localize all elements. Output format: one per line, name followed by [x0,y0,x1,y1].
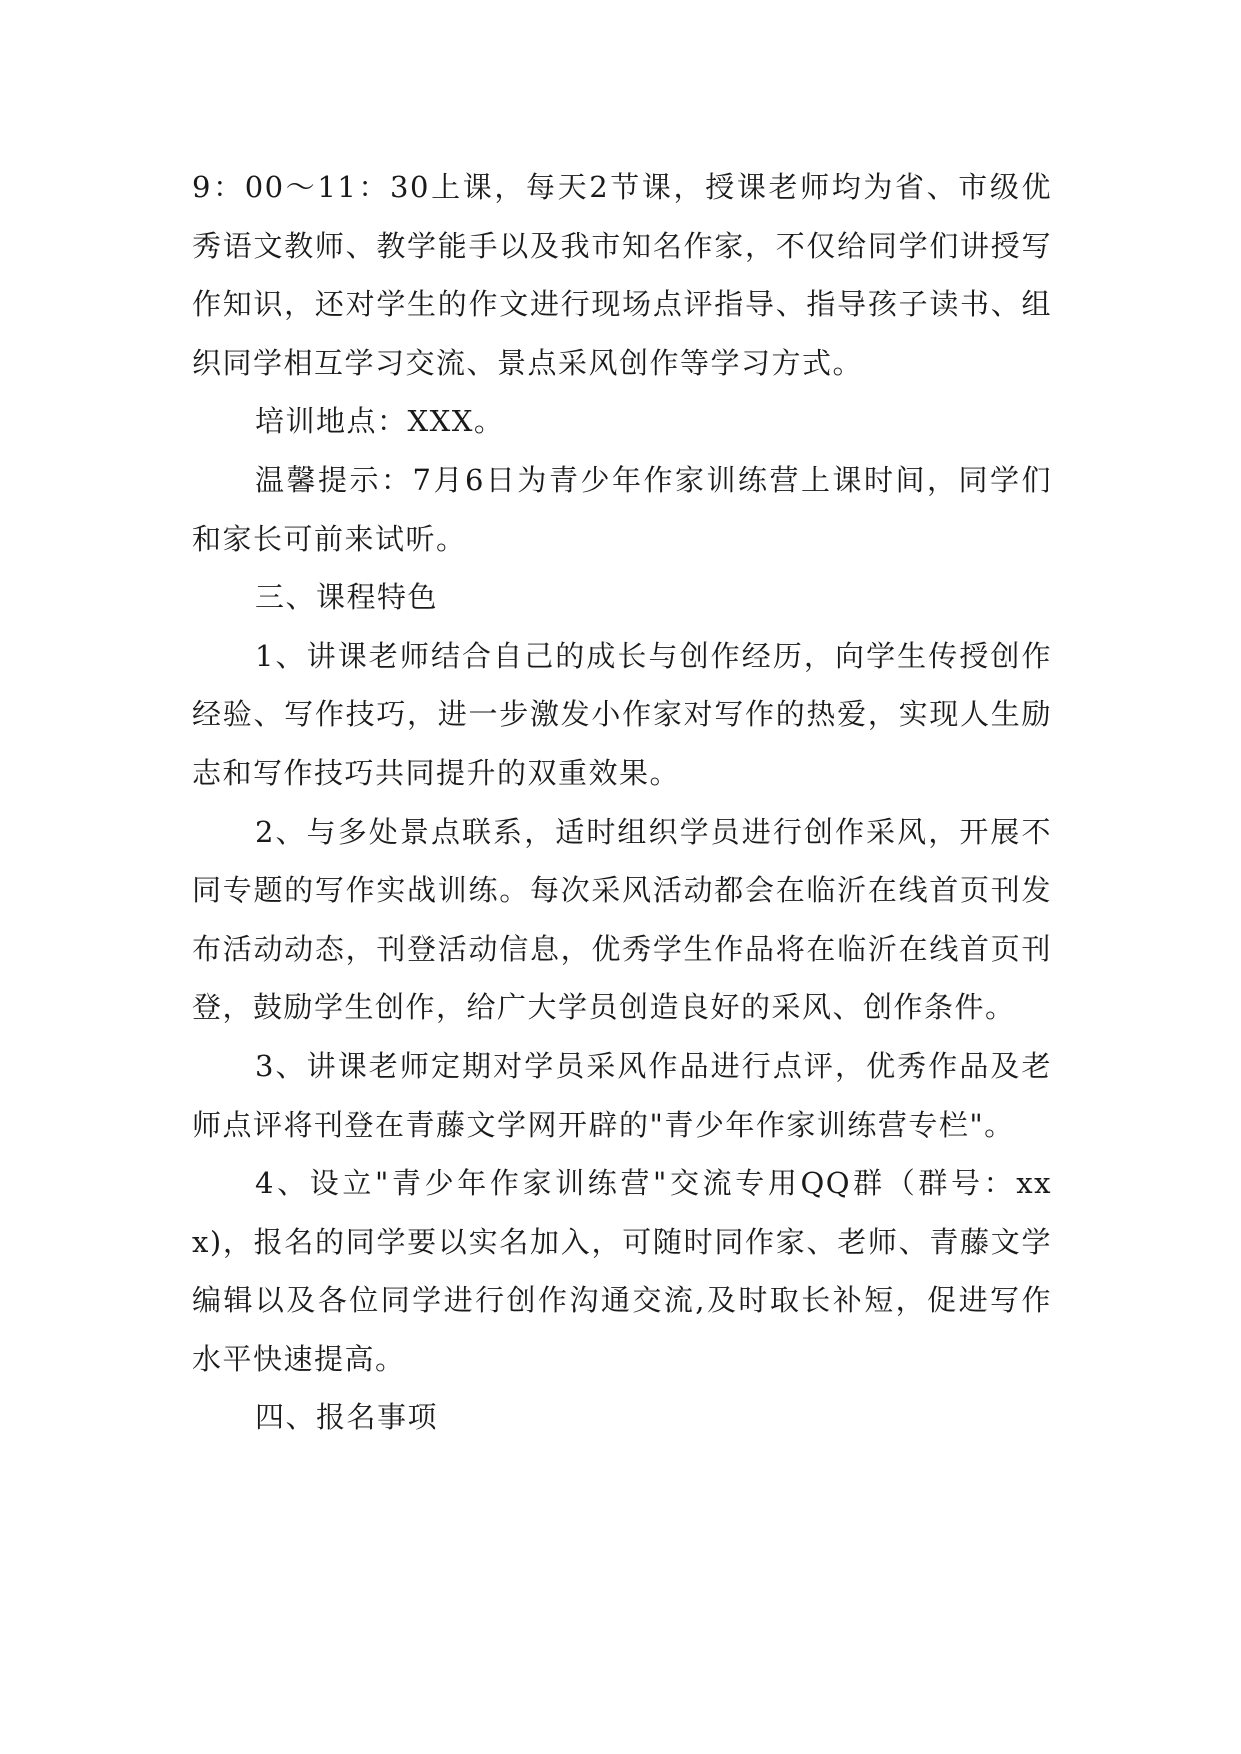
paragraph-location: 培训地点：XXX。 [255,404,505,439]
paragraph-feature-4: 4、设立"青少年作家训练营"交流专用QQ群（群号：xxx)，报名的同学要以实名加入，可随时同作家、老师、青藤文学编辑以及各位同学进行创作沟通交流,及时取长补短，促进写作水平快速提高。 [192,1166,1052,1376]
section-heading-course-features: 三、课程特色 [255,580,439,615]
paragraph-feature-2: 2、与多处景点联系，适时组织学员进行创作采风，开展不同专题的写作实战训练。每次采风活动都会在临沂在线首页刊发布活动动态，刊登活动信息，优秀学生作品将在临沂在线首页刊登，鼓励学生创作，给广大学员创造良好的采风、创作条件。 [192,814,1052,1025]
paragraph-reminder: 温馨提示：7月6日为青少年作家训练营上课时间，同学们和家长可前来试听。 [192,462,1052,556]
document-page [192,158,1052,1447]
paragraph-schedule: 9：00～11：30上课，每天2节课，授课老师均为省、市级优秀语文教师、教学能手以及我市知名作家，不仅给同学们讲授写作知识，还对学生的作文进行现场点评指导、指导孩子读书、组织同学相互学习交流、景点采风创作等学习方式。 [192,170,1052,380]
paragraph-feature-3: 3、讲课老师定期对学员采风作品进行点评，优秀作品及老师点评将刊登在青藤文学网开辟的"青少年作家训练营专栏"。 [192,1048,1052,1142]
paragraph-feature-1: 1、讲课老师结合自己的成长与创作经历，向学生传授创作经验、写作技巧，进一步激发小作家对写作的热爱，实现人生励志和写作技巧共同提升的双重效果。 [192,638,1052,790]
section-heading-registration: 四、报名事项 [255,1400,439,1435]
